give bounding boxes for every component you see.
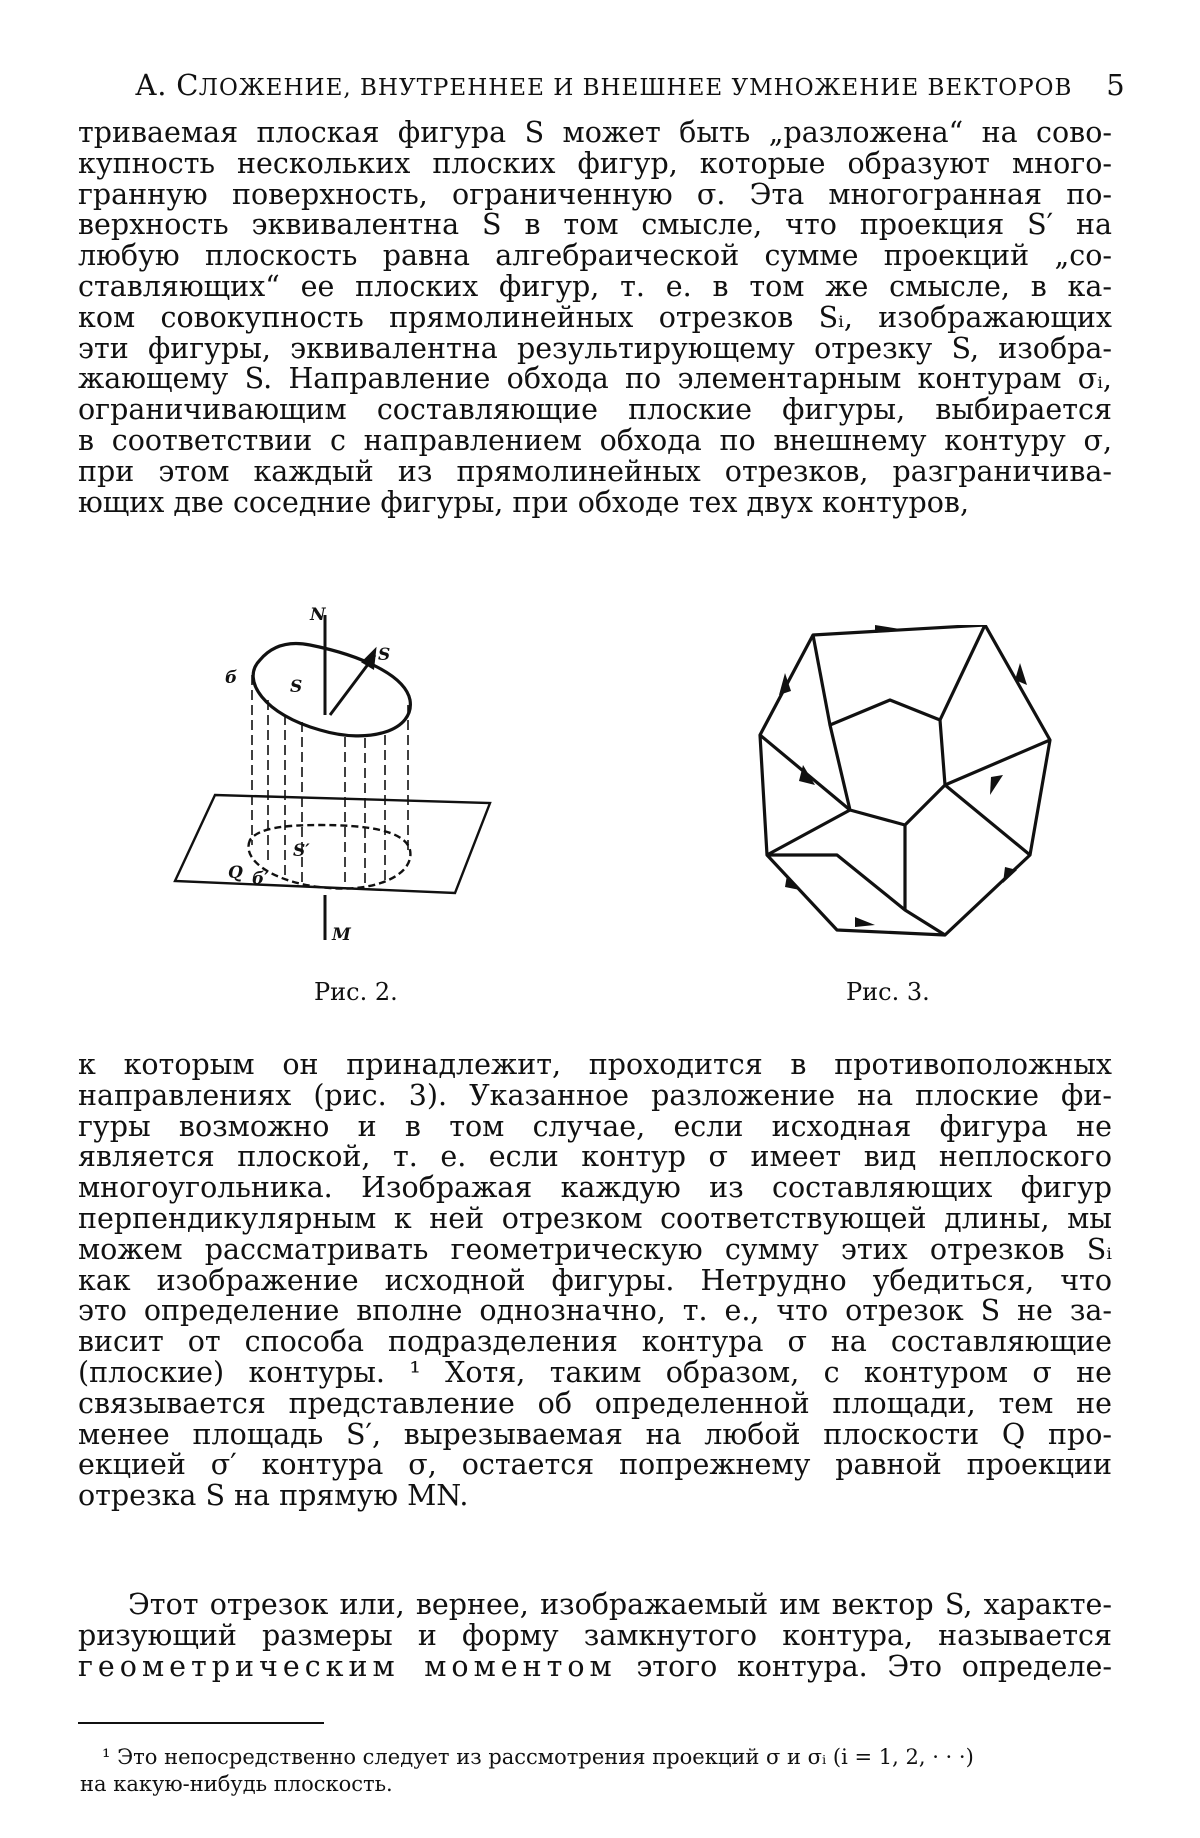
top-paragraph-line: эти фигуры, эквивалентна результирующему отрезку S, изобра- — [78, 331, 1112, 365]
top-paragraph-line: ком совокупность прямолинейных отрезков Sᵢ, изображающих — [78, 300, 1112, 334]
footnote-line: ¹ Это непосредственно следует из рассмотрения проекций σ и σᵢ (i = 1, 2, · · ·) — [102, 1745, 974, 1769]
edge-1 — [813, 635, 830, 725]
last-paragraph-line — [78, 1649, 1112, 1683]
bottom-paragraph-line: отрезка S на прямую MN. — [78, 1479, 469, 1513]
running-header — [135, 68, 1125, 108]
top-paragraph-line: при этом каждый из прямолинейных отрезков, разграничива- — [78, 454, 1112, 488]
header-title — [135, 68, 1072, 102]
label-q: Q — [228, 863, 243, 883]
bottom-paragraph-line: перпендикулярным к ней отрезком соответствующей длины, мы — [78, 1201, 1112, 1235]
label-s-proj: S′ — [293, 841, 310, 861]
label-s-vector: S — [378, 645, 391, 665]
header-title-initial: А. С — [135, 68, 199, 102]
last-paragraph — [78, 1590, 1112, 1682]
bottom-paragraph-line: к которым он принадлежит, проходится в противоположных — [78, 1048, 1112, 1081]
figure-2 — [170, 600, 500, 960]
figure-2-caption: Рис. 2. — [314, 978, 398, 1006]
bottom-paragraph-line: можем рассматривать геометрическую сумму этих отрезков Sᵢ — [78, 1232, 1112, 1266]
projection-lines — [252, 675, 408, 888]
bottom-paragraph-line: висит от способа подразделения контура σ на составляющие — [78, 1325, 1112, 1359]
plane-q — [175, 795, 490, 893]
label-sigma: б — [225, 668, 238, 688]
bottom-paragraph-line: связывается представление об определенной площади, тем не — [78, 1386, 1112, 1420]
bottom-paragraph-line: гуры возможно и в том случае, если исходная фигура не — [78, 1109, 1112, 1143]
edge-7 — [945, 785, 1030, 855]
top-paragraph-line: гранную поверхность, ограниченную σ. Эта многогранная по- — [78, 177, 1112, 211]
header-title-rest: ЛОЖЕНИЕ, ВНУТРЕННЕЕ И ВНЕШНЕЕ УМНОЖЕНИЕ ВЕКТОРОВ — [198, 75, 1073, 101]
circulation-arrows — [779, 625, 1027, 927]
last-paragraph-line: Этот отрезок или, вернее, изображаемый им вектор S, характе- — [128, 1588, 1112, 1621]
bottom-paragraph-line: направлениях (рис. 3). Указанное разложение на плоские фи- — [78, 1078, 1112, 1112]
figure-3-caption: Рис. 3. — [846, 978, 930, 1006]
label-n: N — [310, 605, 326, 625]
footnote-line: на какую-нибудь плоскость. — [80, 1772, 393, 1796]
bottom-paragraph — [78, 1050, 1112, 1512]
bottom-paragraph-line: (плоские) контуры. ¹ Хотя, таким образом, с контуром σ не — [78, 1355, 1112, 1389]
contour-sigma-proj — [248, 825, 410, 889]
last-paragraph-line: ризующий размеры и форму замкнутого контура, называется — [78, 1618, 1112, 1652]
label-sigma-proj: б′ — [252, 869, 269, 889]
label-s-area: S — [290, 677, 303, 697]
bottom-paragraph-line: как изображение исходной фигуры. Нетрудно убедиться, что — [78, 1263, 1112, 1297]
bottom-paragraph-line: менее площадь S′, вырезываемая на любой плоскости Q про- — [78, 1417, 1112, 1451]
top-paragraph-line: купность нескольких плоских фигур, которые образуют много- — [78, 146, 1112, 180]
spaced-term: геометрическим моментом — [78, 1649, 617, 1683]
edge-6 — [767, 810, 850, 855]
bottom-paragraph-line: является плоской, т. е. если контур σ имеет вид неплоского — [78, 1140, 1112, 1174]
bottom-paragraph-line: многоугольника. Изображая каждую из составляющих фигур — [78, 1171, 1112, 1205]
page-number: 5 — [1106, 68, 1125, 102]
figure-3 — [755, 625, 1055, 945]
top-paragraph-line: любую плоскость равна алгебраической сумме проекций „со- — [78, 239, 1112, 273]
bottom-paragraph-line: екцией σ′ контура σ, остается попрежнему равной проекции — [78, 1448, 1112, 1482]
top-paragraph-line: ограничивающим составляющие плоские фигуры, выбирается — [78, 393, 1112, 427]
top-paragraph — [78, 118, 1112, 518]
top-paragraph-line: жающему S. Направление обхода по элементарным контурам σᵢ, — [78, 362, 1112, 396]
top-paragraph-line: верхность эквивалентна S в том смысле, что проекция S′ на — [78, 208, 1112, 242]
top-paragraph-line: ющих две соседние фигуры, при обходе тех двух контуров, — [78, 485, 970, 519]
bottom-paragraph-line: это определение вполне однозначно, т. е., что отрезок S не за- — [78, 1294, 1112, 1328]
top-paragraph-line: триваемая плоская фигура S может быть „разложена“ на сово- — [78, 116, 1112, 149]
footnote — [80, 1744, 1110, 1798]
footnote-rule — [78, 1722, 324, 1724]
top-paragraph-line: в соответствии с направлением обхода по внешнему контуру σ, — [78, 423, 1112, 457]
edge-2 — [940, 625, 985, 720]
top-paragraph-line: ставляющих“ ее плоских фигур, т. е. в том же смысле, в ка- — [78, 269, 1112, 303]
label-m: M — [332, 925, 351, 945]
last-paragraph-line-rest: этого контура. Это определе- — [616, 1649, 1112, 1683]
